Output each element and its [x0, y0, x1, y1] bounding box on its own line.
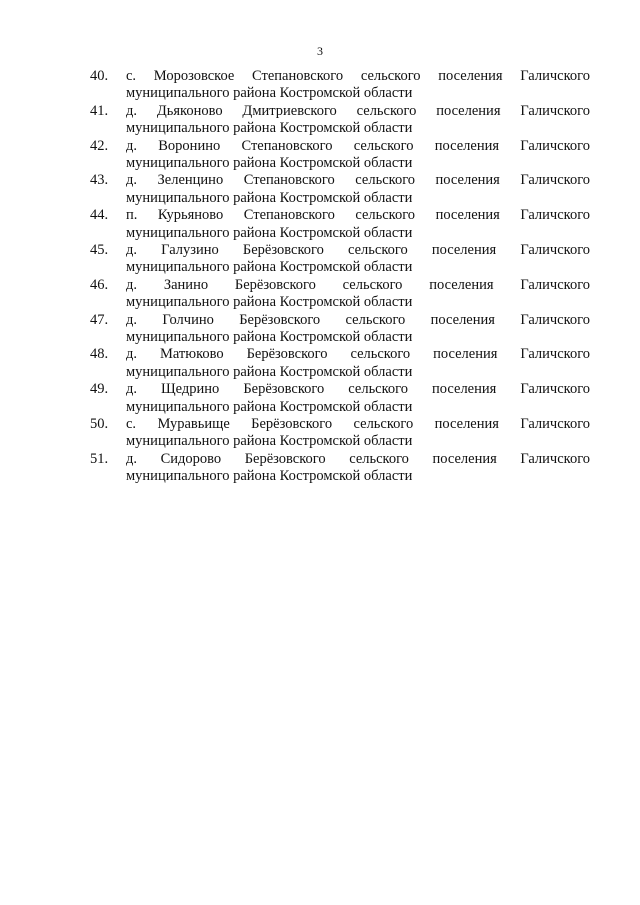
- item-word: поселения: [438, 68, 503, 84]
- item-word: Степановского: [241, 137, 333, 154]
- item-word: Галичского: [520, 450, 591, 467]
- item-word: сельского: [355, 172, 416, 189]
- item-second-line: муниципального района Костромской области: [126, 328, 413, 345]
- item-text: [126, 346, 590, 381]
- item-word: поселения: [434, 137, 500, 154]
- item-text: [126, 242, 590, 277]
- item-second-line: муниципального района Костромской области: [126, 433, 413, 450]
- item-word: Воронино: [158, 137, 221, 154]
- item-word: сельского: [348, 381, 409, 398]
- item-word: Берёзовского: [239, 311, 321, 328]
- item-word: Берёзовского: [234, 276, 316, 293]
- item-word: Степановского: [252, 68, 344, 84]
- item-word: Берёзовского: [243, 381, 325, 398]
- item-word: Галичского: [520, 68, 590, 84]
- item-first-line: [126, 451, 590, 468]
- item-first-line: [126, 172, 590, 189]
- item-word: Сидорово: [160, 450, 222, 467]
- item-word: Галичского: [520, 346, 591, 363]
- item-second-line: муниципального района Костромской области: [126, 189, 413, 206]
- item-word: Дьяконово: [156, 102, 223, 119]
- item-number: 44.: [90, 207, 109, 224]
- item-word: д.: [126, 311, 138, 328]
- item-word: с.: [126, 68, 137, 84]
- item-word: Курьяново: [157, 207, 224, 224]
- item-word: д.: [126, 276, 138, 293]
- list-item: [90, 416, 590, 451]
- item-word: Берёзовского: [242, 241, 324, 258]
- item-word: поселения: [433, 346, 498, 363]
- item-word: поселения: [431, 241, 497, 258]
- item-word: Галичского: [520, 311, 591, 328]
- item-word: д.: [126, 241, 138, 258]
- settlement-list: [90, 68, 590, 486]
- item-word: Матюково: [159, 346, 224, 363]
- page-number: 3: [317, 44, 323, 58]
- item-second-line: муниципального района Костромской области: [126, 363, 413, 380]
- item-second-line: муниципального района Костромской области: [126, 85, 413, 102]
- item-word: д.: [126, 381, 138, 398]
- item-word: поселения: [436, 102, 501, 119]
- list-item: [90, 68, 590, 103]
- item-second-line: муниципального района Костромской области: [126, 468, 413, 485]
- item-word: Берёзовского: [244, 450, 326, 467]
- item-word: д.: [126, 137, 138, 154]
- item-word: Галичского: [520, 207, 591, 224]
- item-word: Берёзовского: [246, 346, 328, 363]
- item-text: [126, 416, 590, 451]
- item-first-line: [126, 103, 590, 120]
- item-word: д.: [126, 346, 138, 363]
- item-number: 50.: [90, 415, 109, 432]
- item-number: 47.: [90, 311, 109, 328]
- list-item: [90, 172, 590, 207]
- item-word: поселения: [434, 415, 499, 432]
- item-word: сельского: [345, 311, 406, 328]
- list-item: [90, 346, 590, 381]
- list-item: [90, 312, 590, 347]
- item-word: Галузино: [161, 241, 219, 258]
- item-word: сельского: [356, 102, 417, 119]
- item-first-line: [126, 138, 590, 155]
- item-number: 45.: [90, 241, 109, 258]
- list-item: [90, 138, 590, 173]
- item-word: Галичского: [520, 381, 591, 398]
- item-first-line: [126, 207, 590, 224]
- item-word: поселения: [429, 276, 494, 293]
- item-word: Галичского: [520, 241, 591, 258]
- item-word: д.: [126, 450, 138, 467]
- item-number: 49.: [90, 381, 109, 398]
- item-word: поселения: [432, 450, 497, 467]
- item-word: поселения: [430, 311, 495, 328]
- item-text: [126, 277, 590, 312]
- item-first-line: [126, 68, 590, 85]
- item-text: [126, 138, 590, 173]
- item-second-line: муниципального района Костромской области: [126, 294, 413, 311]
- item-word: Щедрино: [161, 381, 220, 398]
- item-word: Степановского: [243, 207, 335, 224]
- item-word: с.: [126, 415, 137, 432]
- item-word: сельского: [348, 241, 408, 258]
- item-word: Морозовское: [153, 68, 235, 84]
- item-word: Зеленцино: [157, 172, 224, 189]
- item-first-line: [126, 346, 590, 363]
- item-word: поселения: [435, 172, 500, 189]
- item-word: сельского: [349, 450, 409, 467]
- item-text: [126, 68, 590, 103]
- item-first-line: [126, 242, 590, 259]
- item-text: [126, 172, 590, 207]
- item-second-line: муниципального района Костромской области: [126, 120, 413, 137]
- item-word: сельского: [350, 346, 411, 363]
- item-second-line: муниципального района Костромской области: [126, 398, 413, 415]
- item-word: сельского: [355, 207, 416, 224]
- item-first-line: [126, 312, 590, 329]
- item-text: [126, 103, 590, 138]
- item-word: Дмитриевского: [242, 102, 337, 119]
- item-word: сельского: [360, 68, 421, 84]
- item-second-line: муниципального района Костромской области: [126, 154, 413, 171]
- item-word: Голчино: [162, 311, 214, 328]
- item-word: Занино: [163, 276, 209, 293]
- list-item: [90, 451, 590, 486]
- item-number: 42.: [90, 137, 109, 154]
- item-word: Галичского: [520, 276, 591, 293]
- item-text: [126, 207, 590, 242]
- item-word: сельского: [342, 276, 403, 293]
- item-word: д.: [126, 102, 138, 119]
- item-second-line: муниципального района Костромской области: [126, 259, 413, 276]
- item-number: 51.: [90, 450, 109, 467]
- item-word: д.: [126, 172, 138, 189]
- item-text: [126, 312, 590, 347]
- item-second-line: муниципального района Костромской области: [126, 224, 413, 241]
- item-text: [126, 451, 590, 486]
- item-word: Галичского: [520, 137, 591, 154]
- item-word: Галичского: [520, 172, 591, 189]
- item-word: поселения: [432, 381, 497, 398]
- item-first-line: [126, 416, 590, 433]
- item-word: Берёзовского: [251, 415, 333, 432]
- item-first-line: [126, 277, 590, 294]
- list-item: [90, 207, 590, 242]
- list-item: [90, 103, 590, 138]
- item-word: п.: [126, 207, 138, 224]
- item-word: поселения: [435, 207, 500, 224]
- item-number: 46.: [90, 276, 109, 293]
- item-number: 41.: [90, 102, 109, 119]
- item-word: Степановского: [243, 172, 335, 189]
- list-item: [90, 277, 590, 312]
- item-word: сельского: [353, 137, 414, 154]
- item-word: Муравьище: [157, 415, 230, 432]
- list-item: [90, 381, 590, 416]
- item-number: 48.: [90, 346, 109, 363]
- list-item: [90, 242, 590, 277]
- item-word: Галичского: [520, 415, 591, 432]
- item-word: сельского: [353, 415, 414, 432]
- item-number: 43.: [90, 172, 109, 189]
- item-word: Галичского: [520, 102, 591, 119]
- item-first-line: [126, 381, 590, 398]
- item-number: 40.: [90, 68, 109, 84]
- item-text: [126, 381, 590, 416]
